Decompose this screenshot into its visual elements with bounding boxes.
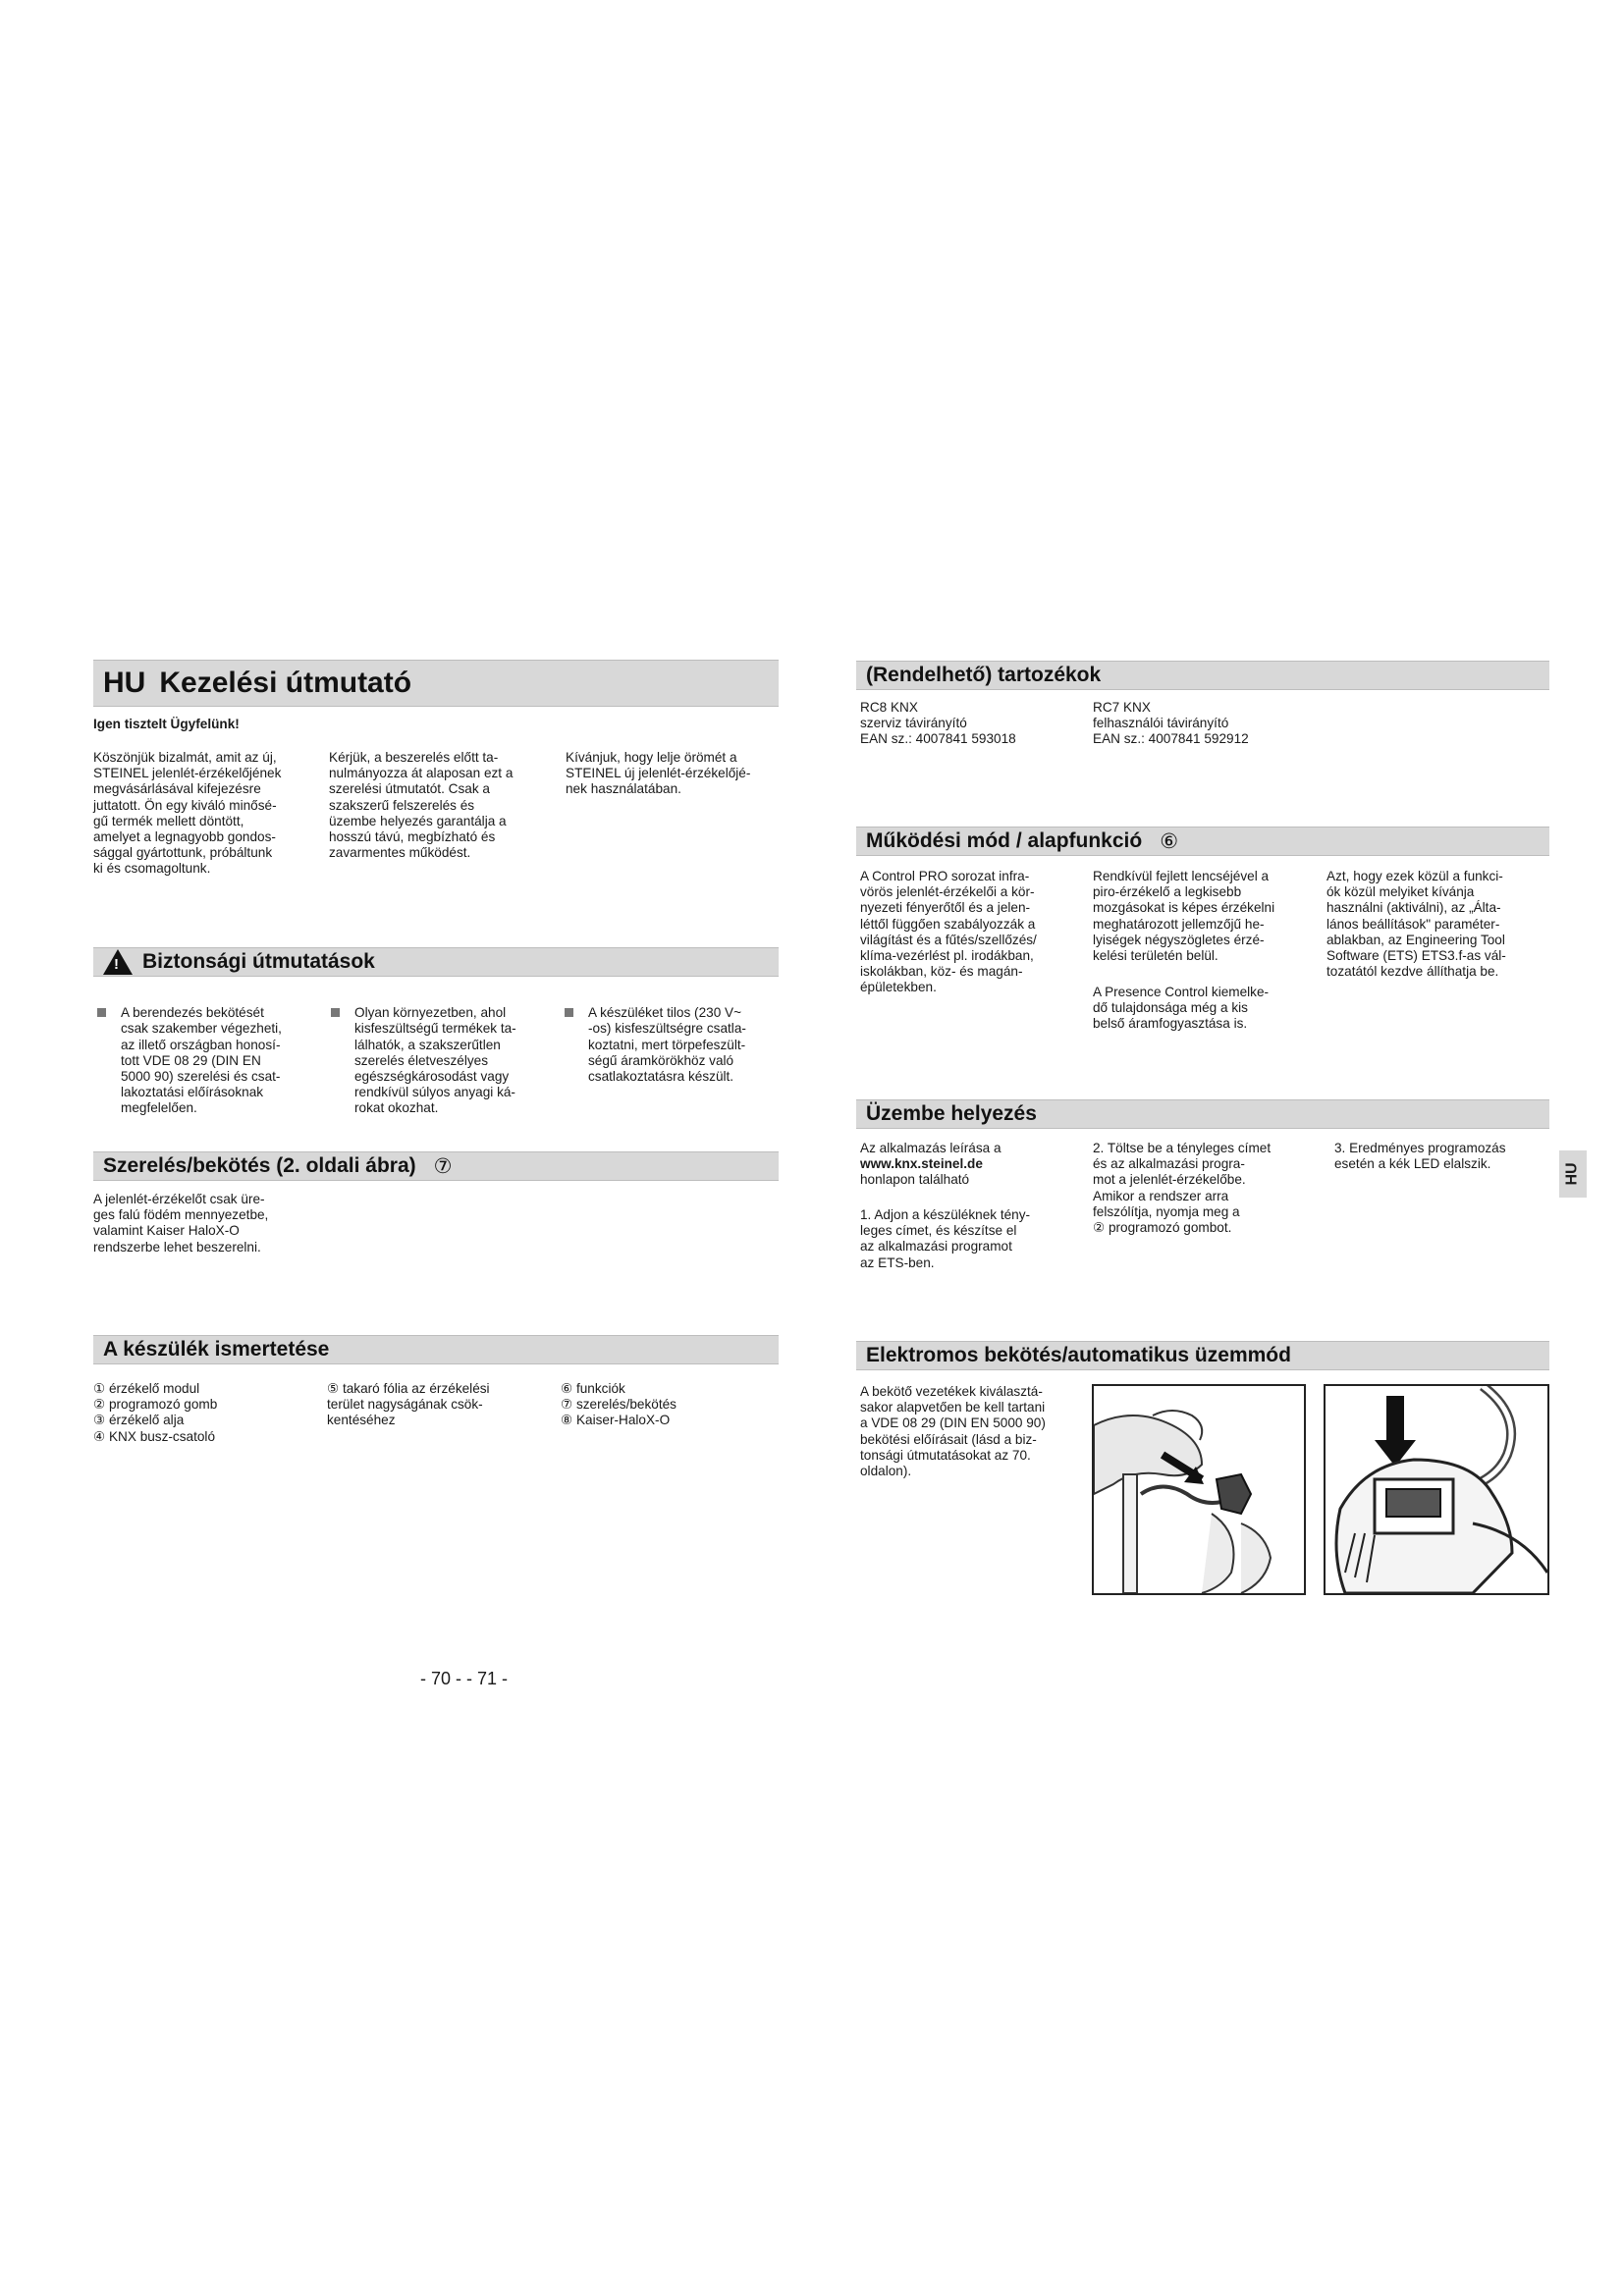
device-parts-col-3: ⑥ funkciók ⑦ szerelés/bekötés ⑧ Kaiser-HaloX-O [561,1381,677,1428]
website-link[interactable]: www.knx.steinel.de [860,1156,983,1172]
intro-col-2: Kérjük, a beszerelés előtt ta- nulmányozza át alaposan ezt a szerelési útmutatót. Csak a szakszerű felszerelés és üzembe helyezés garantálja a hosszú távú, megbízható és zavarmentes működést. [329,750,514,861]
electrical-heading [856,1341,1549,1370]
safety-heading [93,947,779,977]
operation-col-1: A Control PRO sorozat infra- vörös jelenlét-érzékelői a kör- nyezeti fényerőtől és a jelen- léttől függően szabályozzák a világítást és a fűtés/szellőzés/ klíma-vezérlést pl. irodákban, iskolákban, köz- és magán- épületekben. [860,869,1037,995]
marker-7-icon: ⑦ [433,1154,453,1178]
language-side-tab [1559,1150,1587,1198]
commissioning-title: Üzembe helyezés [866,1102,1037,1125]
language-code: HU [103,667,146,699]
page-number: - 70 - - 71 - [420,1669,509,1688]
operation-col-2b: A Presence Control kiemelke- dő tulajdonsága még a kis belső áramfogyasztása is. [1093,985,1270,1032]
intro-col-3: Kívánjuk, hogy lelje örömét a STEINEL új jelenlét-érzékelőjé- nek használatában. [566,750,751,797]
safety-list-1 [93,989,314,1133]
safety-item: Olyan környezetben, ahol kisfeszültségű termékek ta- lálhatók, a szakszerűtlen szerelés életveszélyes egészségkárosodást vagy rendkívül súlyos anyagi ká- rokat okozhat. [327,1005,548,1116]
commissioning-step-3: 3. Eredményes programozás esetén a kék LED elalszik. [1334,1141,1506,1172]
electrical-title: Elektromos bekötés/automatikus üzemmód [866,1344,1291,1366]
safety-list-2 [327,989,548,1133]
operation-col-3: Azt, hogy ezek közül a funkci- ók közül melyiket kívánja használni (aktiválni), az „Álta- lános beállítások" paraméter- ablakban, az Engineering Tool Software (ETS) ETS3.f-as vál- tozatától kezdve állíthatja be. [1326,869,1506,980]
warning-icon [103,949,133,975]
accessory-rc7: RC7 KNX felhasználói távirányító EAN sz.: 4007841 592912 [1093,700,1249,747]
safety-item: A berendezés bekötését csak szakember végezheti, az illető országban honosí- tott VDE 08 29 (DIN EN 5000 90) szerelési és csat- lakoztatási előírásoknak megfelelően. [93,1005,314,1116]
wire-insertion-figure [1092,1384,1306,1595]
mounting-text: A jelenlét-érzékelőt csak üre- ges falú födém mennyezetbe, valamint Kaiser HaloX-O rendszerbe lehet beszerelni. [93,1192,269,1255]
accessories-heading [856,661,1549,690]
device-heading [93,1335,779,1364]
marker-6-icon: ⑥ [1160,829,1179,853]
intro-col-1: Köszönjük bizalmát, amit az új, STEINEL jelenlét-érzékelőjének megvásárlásával kifejezésre juttatott. Ön egy kiváló minősé- gű termék mellett döntött, amelyet a legnagyobb gondos- sággal gyártottunk, próbáltunk ki és csomagoltunk. [93,750,282,877]
commissioning-intro [860,1141,1084,1189]
safety-list-3 [561,989,782,1100]
mounting-heading [93,1151,779,1181]
greeting: Igen tisztelt Ügyfelünk! [93,717,240,731]
side-tab-label: HU [1563,1162,1581,1186]
safety-item: A készüléket tilos (230 V~ -os) kisfeszültségre csatla- koztatni, mert törpefeszült- ségű áramkörökhöz való csatlakoztatásra készült. [561,1005,782,1085]
electrical-text: A bekötő vezetékek kiválasztá- sakor alapvetően be kell tartani a VDE 08 29 (DIN EN 5000 90) bekötési előírásait (lásd a biz- tonsági útmutatásokat az 70. oldalon). [860,1384,1046,1479]
manual-title: Kezelési útmutató [159,667,412,699]
operation-heading [856,827,1549,856]
connector-illustration [1326,1386,1547,1593]
commissioning-step-2: 2. Töltse be a tényleges címet és az alkalmazási progra- mot a jelenlét-érzékelőbe. Amikor a rendszer arra felszólítja, nyomja meg a ② programozó gombot. [1093,1141,1272,1236]
commissioning-intro-pre: Az alkalmazás leírása a [860,1141,1001,1155]
commissioning-step-1: 1. Adjon a készüléknek tény- leges címet, és készítse el az alkalmazási programot az ETS-ben. [860,1207,1031,1270]
device-parts-col-1: ① érzékelő modul ② programozó gomb ③ érzékelő alja ④ KNX busz-csatoló [93,1381,218,1444]
commissioning-intro-post: honlapon található [860,1172,970,1188]
accessory-rc8: RC8 KNX szerviz távirányító EAN sz.: 4007841 593018 [860,700,1016,747]
device-parts-col-2: ⑤ takaró fólia az érzékelési terület nagyságának csök- kentéséhez [327,1381,490,1428]
page-title [93,660,779,707]
connector-figure [1324,1384,1549,1595]
accessories-title: (Rendelhető) tartozékok [866,664,1102,686]
mounting-title: Szerelés/bekötés (2. oldali ábra) [103,1154,416,1177]
operation-col-2a: Rendkívül fejlett lencséjével a piro-érzékelő a legkisebb mozgásokat is képes érzékelni meghatározott jellemzőjű he- lyiségek négyszögletes érzé- kelési területén belül. [1093,869,1275,964]
device-title: A készülék ismertetése [103,1338,330,1361]
operation-title: Működési mód / alapfunkció [866,829,1143,852]
commissioning-heading [856,1099,1549,1129]
safety-title: Biztonsági útmutatások [142,950,375,973]
wire-insertion-illustration [1094,1386,1304,1593]
